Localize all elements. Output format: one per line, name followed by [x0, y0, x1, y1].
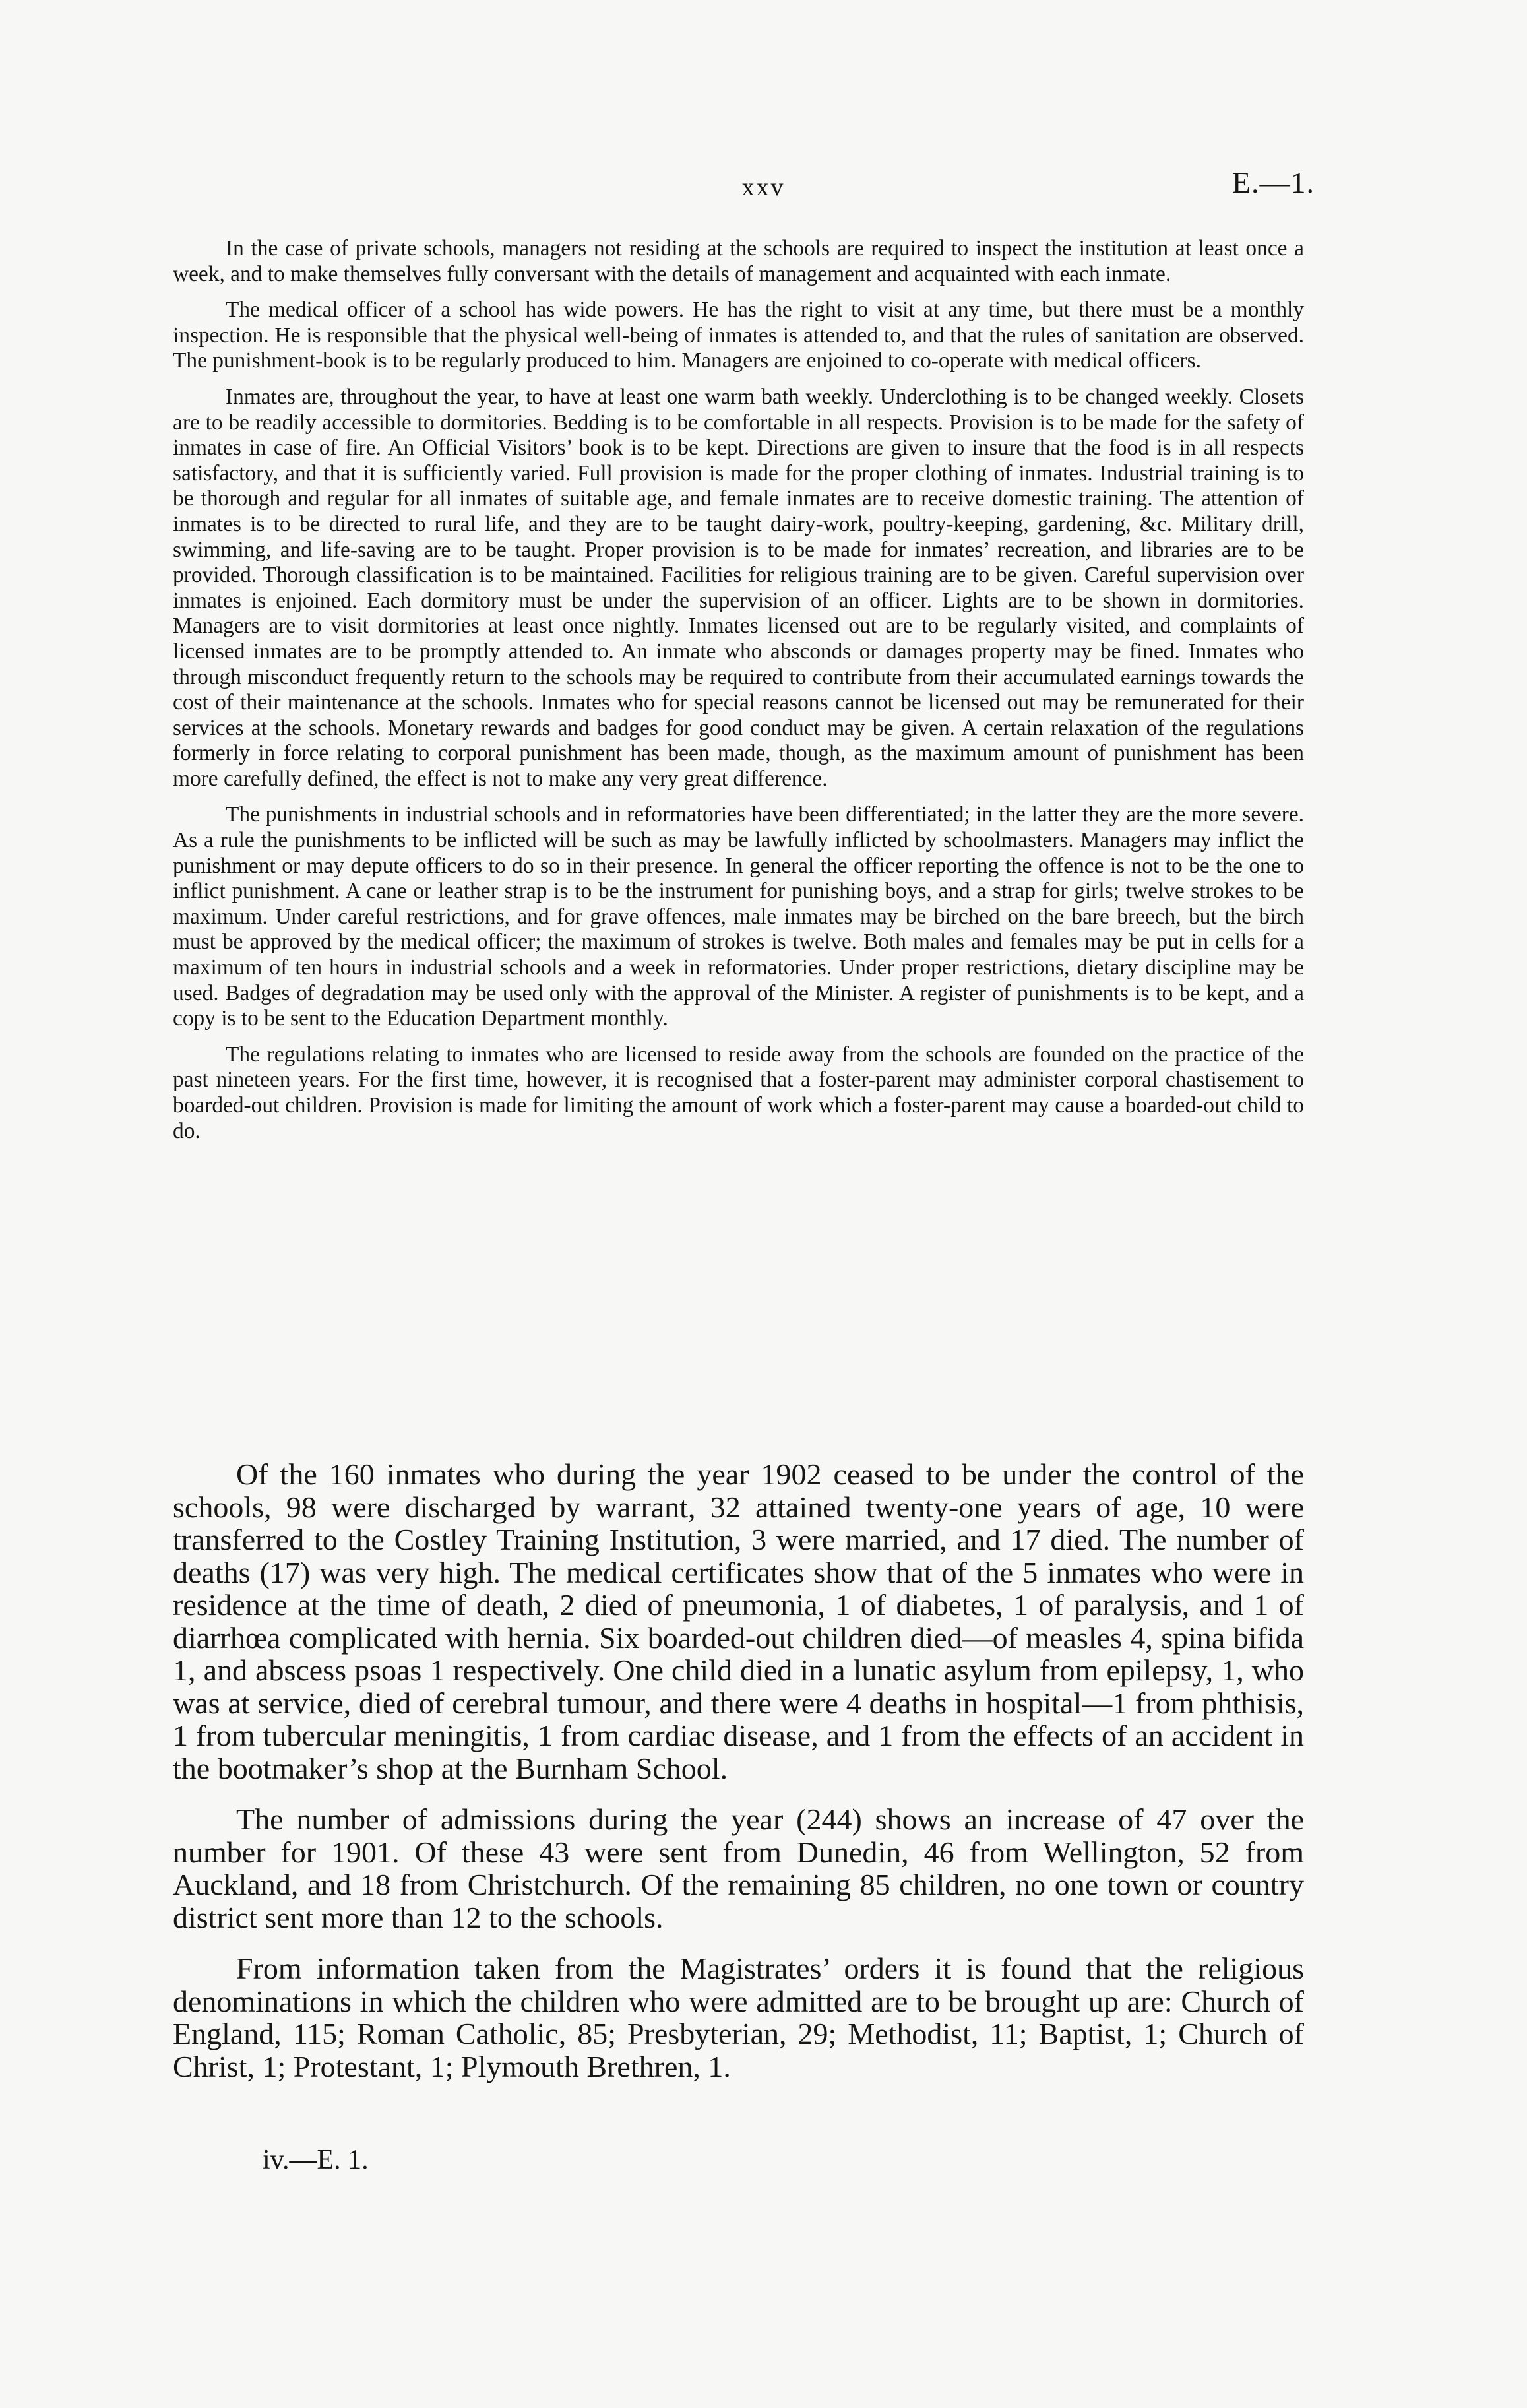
report-section [173, 1458, 1304, 2101]
paragraph-punishments: The punishments in industrial schools and in reformatories have been differentiated; in the latter they are the more severe. As a rule the punishments to be inflicted will be such as may be lawfully inflicted by schoolmasters. Managers may inflict the punishment or may depute officers to do so in their presence. In general the officer reporting the offence is not to be the one to inflict punishment. A cane or leather strap is to be the instrument for punishing boys, and a strap for girls; twelve strokes to be maximum. Under careful restrictions, and for grave offences, male inmates may be birched on the bare breech, but the birch must be approved by the medical officer; the maximum of strokes is twelve. Both males and females may be put in cells for a maximum of ten hours in industrial schools and a week in reformatories. Under proper restrictions, dietary discipline may be used. Badges of degradation may be used only with the approval of the Minister. A register of punishments is to be kept, and a copy is to be sent to the Education Department monthly. [173, 802, 1304, 1031]
paragraph-medical-officer: The medical officer of a school has wide powers. He has the right to visit at any time, but there must be a monthly inspection. He is responsible that the physical well-being of inmates is attended to, and that the rules of sanitation are observed. The punishment-book is to be regularly produced to him. Managers are enjoined to co-operate with medical officers. [173, 298, 1304, 373]
paragraph-inmate-care: Inmates are, throughout the year, to have at least one warm bath weekly. Underclothing is to be changed weekly. Closets are to be readily accessible to dormitories. Bedding is to be comfortable in all respects. Provision is to be made for the safety of inmates in case of fire. An Official Visitors’ book is to be kept. Directions are given to insure that the food is in all respects satisfactory, and that it is sufficiently varied. Full provision is made for the proper clothing of inmates. Industrial training is to be thorough and regular for all inmates of suitable age, and female inmates are to receive domestic training. The attention of inmates is to be directed to rural life, and they are to be taught dairy-work, poultry-keeping, gardening, &c. Military drill, swimming, and life-saving are to be taught. Proper provision is to be made for inmates’ recreation, and libraries are to be provided. Thorough classification is to be maintained. Facilities for religious training are to be given. Careful supervision over inmates is enjoined. Each dormitory must be under the supervision of an officer. Lights are to be shown in dormitories. Managers are to visit dormitories at least once nightly. Inmates licensed out are to be regularly visited, and complaints of licensed inmates are to be promptly attended to. An inmate who absconds or damages property may be fined. Inmates who through misconduct frequently return to the schools may be required to contribute from their accumulated earnings towards the cost of their maintenance at the schools. Inmates who for special reasons cannot be licensed out may be remunerated for their services at the schools. Monetary rewards and badges for good conduct may be given. A certain relaxation of the regulations formerly in force relating to corporal punishment has been made, though, as the maximum amount of punishment has been more carefully defined, the effect is not to make any very great difference. [173, 384, 1304, 791]
paragraph-admissions: The number of admissions during the year (244) shows an increase of 47 over the number for 1901. Of these 43 were sent from Dunedin, 46 from Wellington, 52 from Auckland, and 18 from Christchurch. Of the remaining 85 children, no one town or country district sent more than 12 to the schools. [173, 1802, 1304, 1934]
regulations-section [173, 236, 1304, 1155]
paragraph-private-schools: In the case of private schools, managers not residing at the schools are required to inspect the institution at least once a week, and to make themselves fully conversant with the details of management and acquainted with each inmate. [173, 236, 1304, 286]
page-number: xxv [741, 174, 786, 201]
paragraph-discharges-deaths: Of the 160 inmates who during the year 1902 ceased to be under the control of the schools, 98 were discharged by warrant, 32 attained twenty-one years of age, 10 were transferred to the Costley Training Institution, 3 were married, and 17 died. The number of deaths (17) was very high. The medical certificates show that of the 5 inmates who were in residence at the time of death, 2 died of pneumonia, 1 of diabetes, 1 of paralysis, and 1 of diarrhœa complicated with hernia. Six boarded-out children died—of measles 4, spina bifida 1, and abscess psoas 1 respectively. One child died in a lunatic asylum from epilepsy, 1, who was at service, died of cerebral tumour, and there were 4 deaths in hospital—1 from phthisis, 1 from tubercular meningitis, 1 from cardiac disease, and 1 from the effects of an accident in the bootmaker’s shop at the Burnham School. [173, 1457, 1304, 1785]
paragraph-licensed-inmates: The regulations relating to inmates who are licensed to reside away from the schools are founded on the practice of the past nineteen years. For the first time, however, it is recognised that a foster-parent may administer corporal chastisement to boarded-out children. Provision is made for limiting the amount of work which a foster-parent may cause a boarded-out child to do. [173, 1042, 1304, 1143]
document-reference: E.—1. [1231, 166, 1315, 199]
paragraph-religious-denominations: From information taken from the Magistrates’ orders it is found that the religious denominations in which the children who were admitted are to be brought up are: Church of England, 115; Roman Catholic, 85; Presbyterian, 29; Methodist, 11; Baptist, 1; Church of Christ, 1; Protestant, 1; Plymouth Brethren, 1. [173, 1951, 1304, 2083]
signature-mark: iv.—E. 1. [263, 2145, 369, 2175]
